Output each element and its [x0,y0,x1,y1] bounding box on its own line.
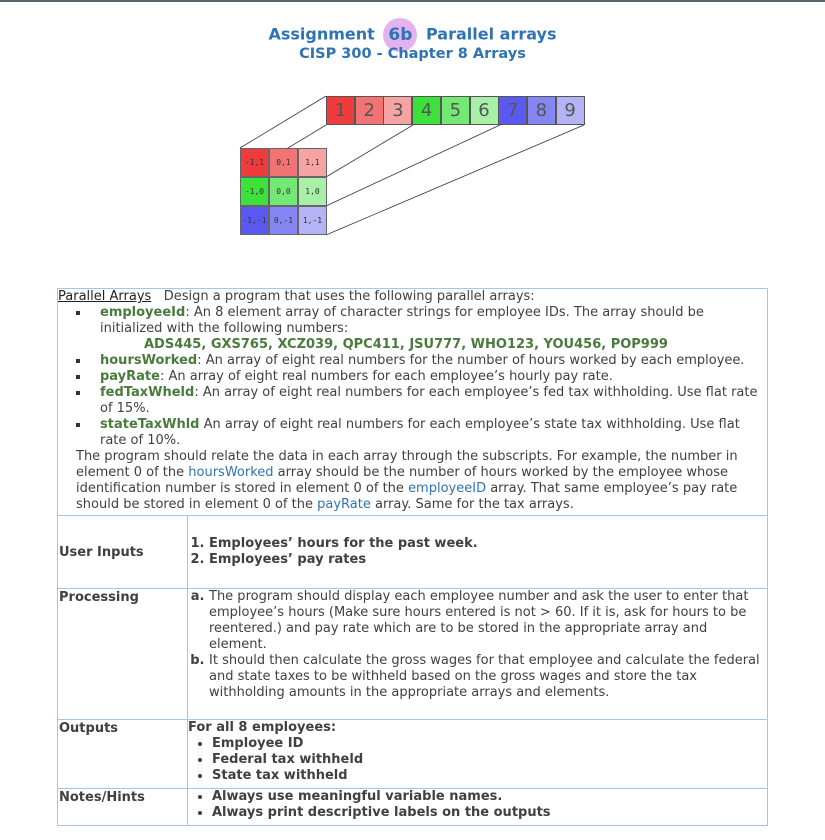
para-highlight: payRate [317,497,371,512]
array-name: payRate [100,369,160,384]
outputs-label: Outputs [58,720,188,789]
para-text: array. That same employee’s pay rate should be stored in element 0 of the [76,481,738,512]
list-item: • State tax withheld [212,768,767,784]
array-name: hoursWorked [100,353,198,368]
grid-cell: 1,0 [298,177,327,206]
para-highlight: hoursWorked [188,465,274,480]
array-cell: 1 [326,96,355,125]
list-item: b. It should then calculate the gross wages for that employee and calculate the federal and state taxes to be withheld based on the gross wages and store the tax withholding amounts in the appropriate arrays and elements. [209,653,767,701]
list-item: 1. Employees’ hours for the past week. [209,536,767,552]
list-item [100,369,767,385]
parallel-arrays-description [58,289,768,516]
mapping-lines [0,0,825,280]
list-item [100,305,767,353]
outputs-content [188,720,768,789]
grid-cell: 0,-1 [269,206,298,235]
array-name: stateTaxWhld [100,417,200,432]
array-cell: 5 [441,96,470,125]
array-desc: : An array of eight real numbers for the number of hours worked by each employee. [197,353,745,368]
array-cell: 8 [527,96,556,125]
outputs-lead: For all 8 employees: [188,720,337,735]
grid-cell: -1,-1 [240,206,269,235]
employee-id-values: ADS445, GXS765, XCZ039, QPC411, JSU777, WHO123, YOU456, POP999 [144,337,668,352]
assignment-spec-table [57,288,768,826]
list-item: • Federal tax withheld [212,752,767,768]
array-name: employeeId [100,305,186,320]
array-cell: 2 [355,96,384,125]
list-item: a. The program should display each employee number and ask the user to enter that employee’s hours (Make sure hours entered is not > 60. If it is, ask for hours to be reentered.) and pay rate which are to be stored in the appropriate array and element. [209,589,767,653]
para-text: The program should relate the data in each array through the subscripts. For example, the number in element 0 of the [76,449,738,480]
list-item [100,385,767,417]
user-inputs-content [188,516,768,589]
array-cell: 6 [470,96,499,125]
para-highlight: employeeID [408,481,487,496]
array-list [58,305,767,449]
array-desc: An array of eight real numbers for each employee’s state tax withholding. Use flat rate of 10%. [100,417,740,448]
page-subtitle: CISP 300 - Chapter 8 Arrays [299,46,526,62]
assignment-number-badge: 6b [383,18,417,52]
list-item [100,353,767,369]
explanation-paragraph [58,449,767,513]
grid-cell: -1,1 [240,148,269,177]
grid-cell: 0,1 [269,148,298,177]
list-item: • Employee ID [212,736,767,752]
array-desc: : An array of eight real numbers for each employee’s hourly pay rate. [159,369,613,384]
array-cell: 9 [556,96,585,125]
title-prefix: Assignment [268,24,375,44]
grid-cell: -1,0 [240,177,269,206]
grid-cell: 1,1 [298,148,327,177]
array-cell: 7 [498,96,527,125]
notes-label: Notes/Hints [58,789,188,826]
section-lead: Design a program that uses the following parallel arrays: [163,289,535,304]
array-desc: : An array of eight real numbers for each employee’s fed tax withholding. Use flat rate of 15%. [100,385,758,416]
array-cell: 3 [383,96,412,125]
array-desc: : An 8 element array of character strings for employee IDs. The array should be initialized with the following numbers: [100,305,704,336]
grid-cell: 0,0 [269,177,298,206]
grid-cell: 1,-1 [298,206,327,235]
user-inputs-label: User Inputs [58,516,188,589]
list-item: • Always print descriptive labels on the outputs [212,805,767,821]
list-item: 2. Employees’ pay rates [209,552,767,568]
list-item [100,417,767,449]
section-heading: Parallel Arrays [58,289,152,304]
array-cell: 4 [412,96,441,125]
list-item: • Always use meaningful variable names. [212,789,767,805]
processing-content [188,589,768,720]
processing-label: Processing [58,589,188,720]
notes-content [188,789,768,826]
para-text: array. Same for the tax arrays. [370,497,574,512]
title-suffix: Parallel arrays [425,24,557,44]
array-name: fedTaxWheld [100,385,195,400]
para-text: array should be the number of hours worked by the employee whose identification number is stored in element 0 of the [76,465,728,496]
